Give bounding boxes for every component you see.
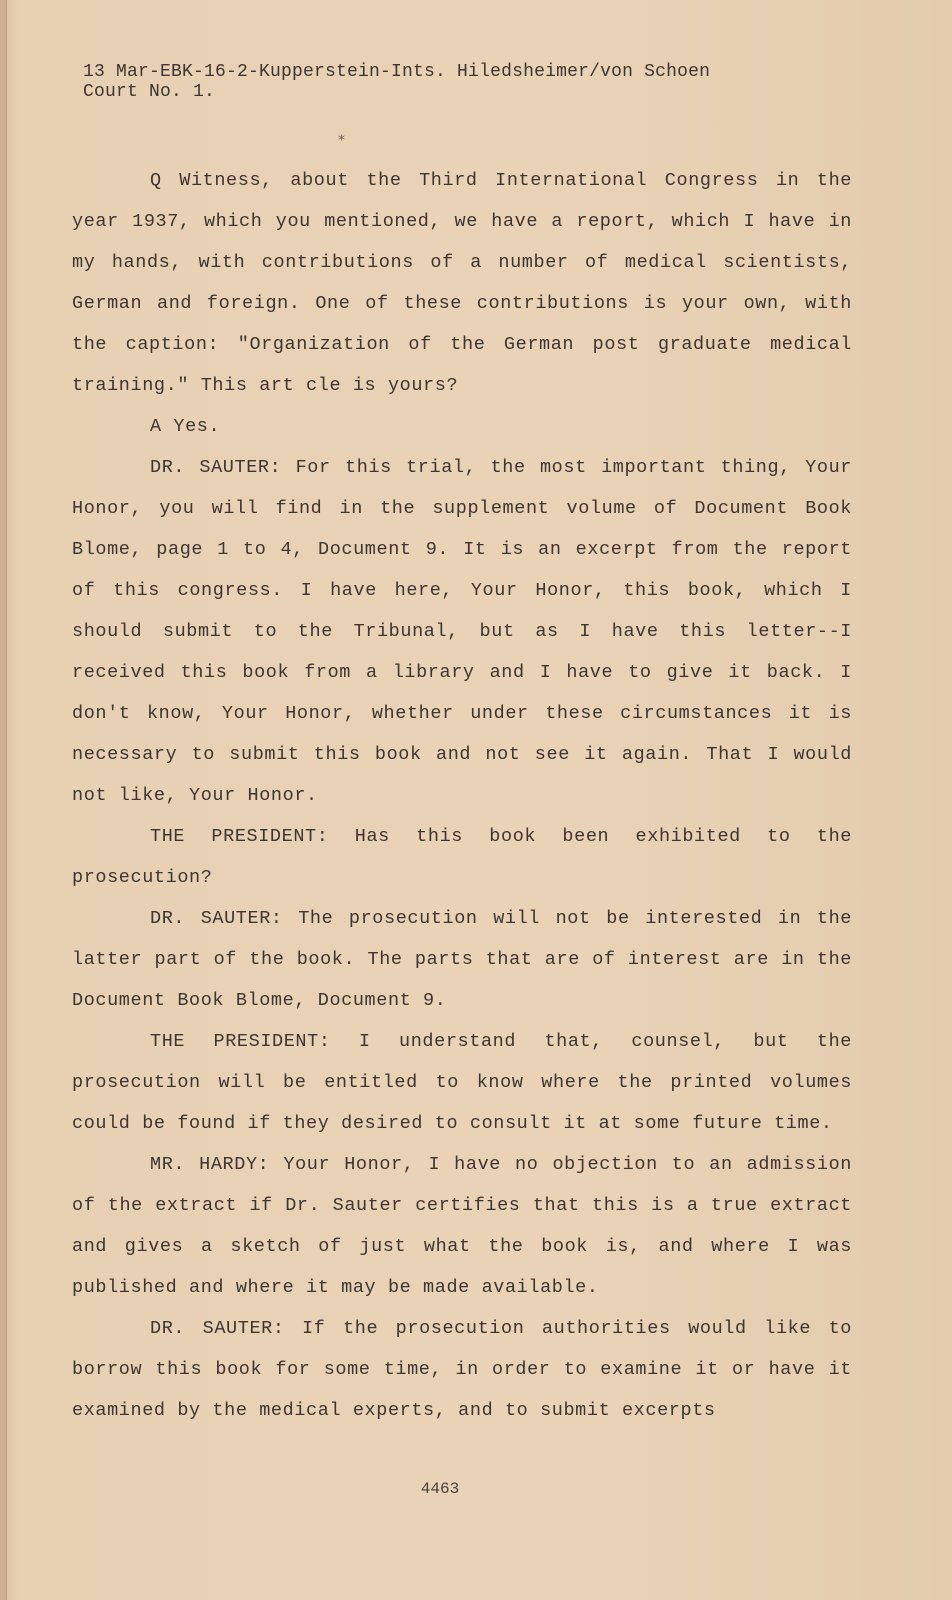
header-line-1: 13 Mar-EBK-16-2-Kupperstein-Ints. Hiledsheimer/von Schoen [83, 62, 711, 82]
page-number: 4463 [420, 1480, 460, 1498]
page-left-edge [0, 0, 7, 1600]
transcript-body [72, 160, 852, 1431]
paragraph-question: Q Witness, about the Third International Congress in the year 1937, which you mentioned, we have a report, which I have in my hands, with contributions of a number of medical scientists, German and foreign. One of these contributions is your own, with the caption: "Organization of the German post graduate medical training." This art cle is yours? [72, 170, 852, 396]
paragraph-hardy: MR. HARDY: Your Honor, I have no objection to an admission of the extract if Dr. Sauter certifies that this is a true extract and gives a sketch of just what the book is, and where I was published and where it may be made available. [72, 1154, 852, 1298]
paragraph-president-1: THE PRESIDENT: Has this book been exhibited to the prosecution? [72, 826, 852, 888]
header-line-2: Court No. 1. [83, 82, 216, 102]
paragraph-sauter-3: DR. SAUTER: If the prosecution authorities would like to borrow this book for some time, in order to examine it or have it examined by the medical experts, and to submit excerpts [72, 1318, 852, 1421]
paragraph-sauter-1: DR. SAUTER: For this trial, the most important thing, Your Honor, you will find in the supplement volume of Document Book Blome, page 1 to 4, Document 9. It is an excerpt from the report of this congress. I have here, Your Honor, this book, which I should submit to the Tribunal, but as I have this letter--I received this book from a library and I have to give it back. I don't know, Your Honor, whether under these circumstances it is necessary to submit this book and not see it again. That I would not like, Your Honor. [72, 457, 852, 806]
paragraph-sauter-2: DR. SAUTER: The prosecution will not be interested in the latter part of the book. The parts that are of interest are in the Document Book Blome, Document 9. [72, 908, 852, 1011]
paragraph-president-2: THE PRESIDENT: I understand that, counsel, but the prosecution will be entitled to know where the printed volumes could be found if they desired to consult it at some future time. [72, 1031, 852, 1134]
document-header [83, 62, 710, 102]
stray-mark: ⁎ [338, 129, 345, 145]
paragraph-answer: A Yes. [150, 416, 221, 437]
